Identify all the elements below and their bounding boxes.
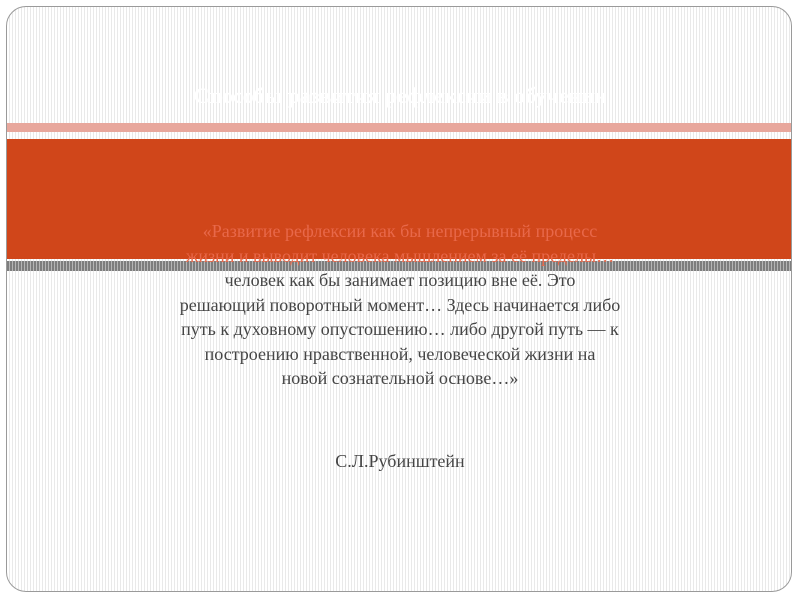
quote-line: построению нравственной, человеческой жизни на [204,343,596,364]
quote-line: новой сознательной основе…» [281,368,519,388]
quote-line: жизни и выводит человека мышлением за её пределы… [185,245,615,266]
pink-accent-strip [7,123,792,132]
quote-author: С.Л.Рубинштейн [335,451,465,471]
quote-line: решающий поворотный момент… Здесь начинается либо [179,294,621,315]
slide-frame [6,6,792,592]
quote-line: человек как бы занимает позицию вне её. Это [224,270,576,290]
quote-block [97,219,703,391]
quote-line: путь к духовному опустошению… либо другой путь — к [181,319,619,339]
slide-title: Способы развития рефлексии в обучении [193,83,607,108]
title-band [7,70,792,125]
quote-line: «Развитие рефлексии как бы непрерывный процесс [202,221,598,241]
